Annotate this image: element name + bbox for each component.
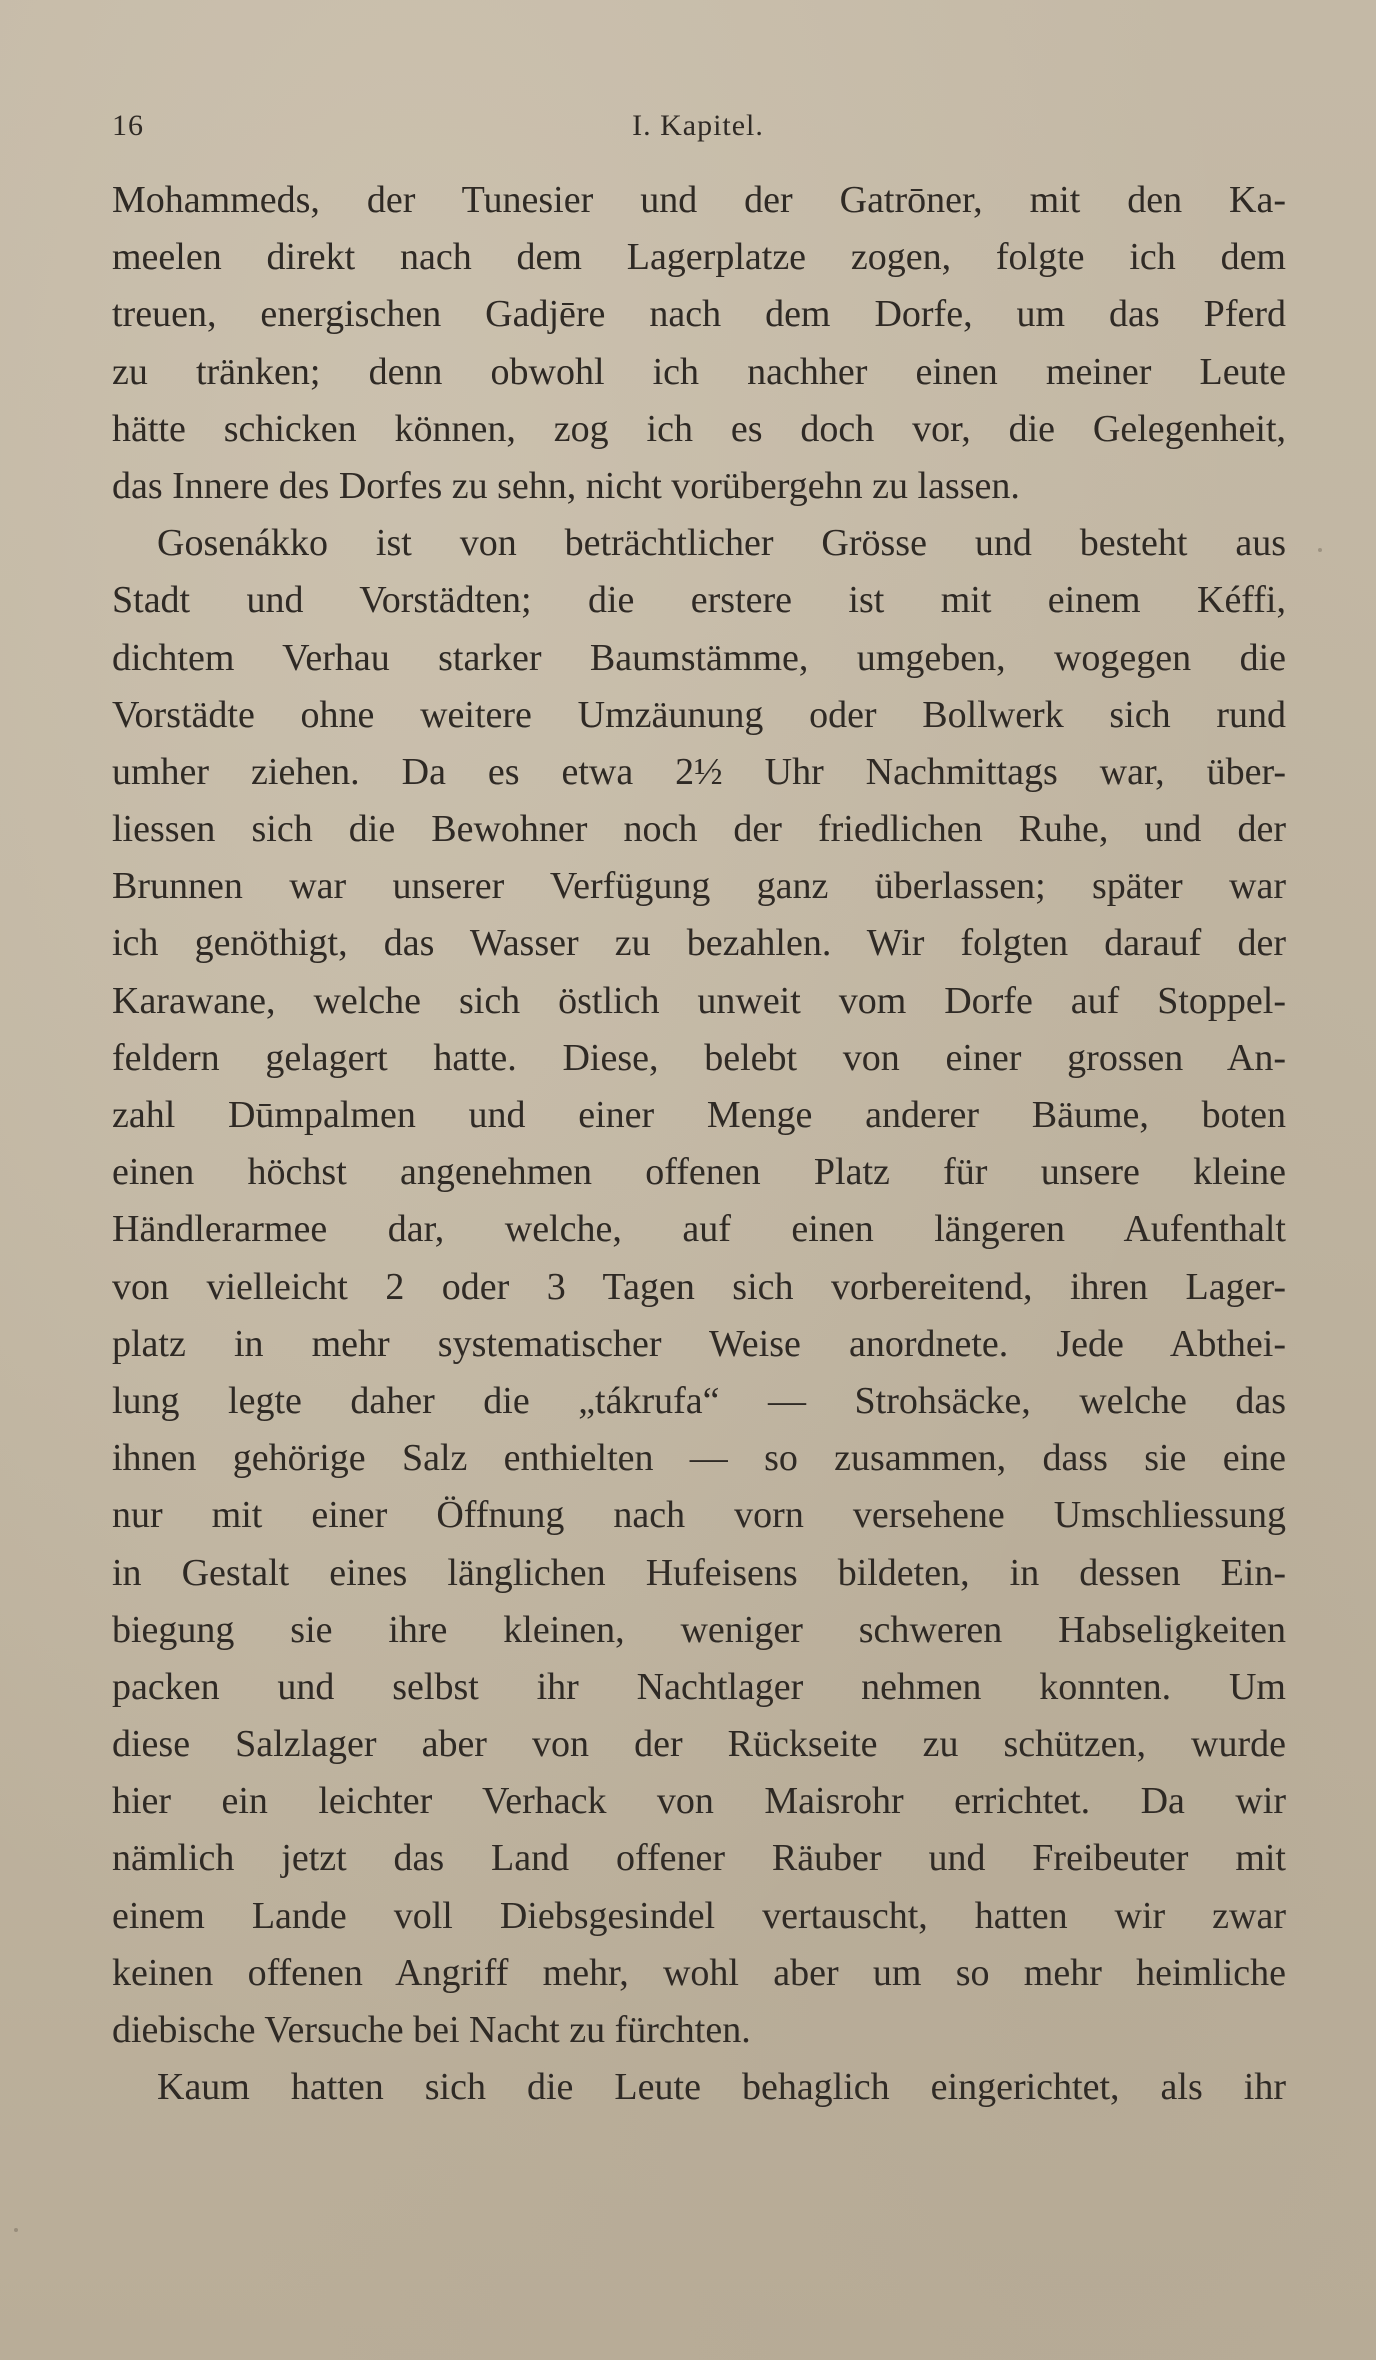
text-line: Händlerarmee dar, welche, auf einen längeren Aufenthalt — [112, 1208, 1286, 1251]
text-line: hier ein leichter Verhack von Maisrohr errichtet. Da wir — [112, 1780, 1286, 1823]
text-line: feldern gelagert hatte. Diese, belebt von einer grossen An- — [112, 1036, 1286, 1079]
page-number: 16 — [112, 109, 144, 142]
text-line: einen höchst angenehmen offenen Platz für unsere kleine — [112, 1151, 1286, 1194]
text-line: treuen, energischen Gadjēre nach dem Dorfe, um das Pferd — [112, 293, 1286, 336]
text-line: von vielleicht 2 oder 3 Tagen sich vorbereitend, ihren Lager- — [112, 1265, 1286, 1308]
text-line: nämlich jetzt das Land offener Räuber und Freibeuter mit — [112, 1837, 1286, 1880]
text-line: zu tränken; denn obwohl ich nachher einen meiner Leute — [112, 350, 1286, 393]
text-line: umher ziehen. Da es etwa 2½ Uhr Nachmittags war, über- — [112, 750, 1286, 793]
text-line: Karawane, welche sich östlich unweit vom Dorfe auf Stoppel- — [112, 979, 1286, 1022]
text-line: diebische Versuche bei Nacht zu fürchten. — [112, 2009, 751, 2051]
text-line: dichtem Verhau starker Baumstämme, umgeben, wogegen die — [112, 636, 1286, 679]
text-line: packen und selbst ihr Nachtlager nehmen konnten. Um — [112, 1665, 1286, 1708]
text-line: liessen sich die Bewohner noch der friedlichen Ruhe, und der — [112, 808, 1286, 851]
text-line: einem Lande voll Diebsgesindel vertauscht, hatten wir zwar — [112, 1894, 1286, 1937]
text-line: Vorstädte ohne weitere Umzäunung oder Bollwerk sich rund — [112, 693, 1286, 736]
paper-speck — [1318, 548, 1322, 552]
text-line: hätte schicken können, zog ich es doch vor, die Gelegenheit, — [112, 407, 1286, 450]
running-head: I. Kapitel. — [632, 109, 764, 142]
text-line: lung legte daher die „tákrufa“ — Strohsäcke, welche das — [112, 1379, 1286, 1422]
text-line: ihnen gehörige Salz enthielten — so zusammen, dass sie eine — [112, 1437, 1286, 1480]
text-line: Brunnen war unserer Verfügung ganz überlassen; später war — [112, 865, 1286, 908]
text-line: platz in mehr systematischer Weise anordnete. Jede Abthei- — [112, 1322, 1286, 1365]
text-line: Stadt und Vorstädten; die erstere ist mit einem Kéffi, — [112, 579, 1286, 622]
text-line: das Innere des Dorfes zu sehn, nicht vorübergehn zu lassen. — [112, 464, 1020, 507]
paragraph-start-line: Gosenákko ist von beträchtlicher Grösse und besteht aus — [157, 522, 1286, 565]
page-header — [112, 104, 1284, 148]
paragraph-start-line: Kaum hatten sich die Leute behaglich eingerichtet, als ihr — [157, 2066, 1286, 2109]
text-line: ich genöthigt, das Wasser zu bezahlen. Wir folgten darauf der — [112, 922, 1286, 965]
body-text — [112, 172, 1286, 2116]
text-line: biegung sie ihre kleinen, weniger schweren Habseligkeiten — [112, 1608, 1286, 1651]
text-line: zahl Dūmpalmen und einer Menge anderer Bäume, boten — [112, 1094, 1286, 1136]
text-line: keinen offenen Angriff mehr, wohl aber um so mehr heimliche — [112, 1951, 1286, 1994]
text-line: in Gestalt eines länglichen Hufeisens bildeten, in dessen Ein- — [112, 1551, 1286, 1594]
text-line: meelen direkt nach dem Lagerplatze zogen, folgte ich dem — [112, 236, 1286, 279]
text-line: diese Salzlager aber von der Rückseite zu schützen, wurde — [112, 1723, 1286, 1766]
text-line: Mohammeds, der Tunesier und der Gatrōner, mit den Ka- — [112, 179, 1286, 221]
paper-speck — [14, 2228, 18, 2232]
text-line: nur mit einer Öffnung nach vorn versehene Umschliessung — [112, 1494, 1286, 1537]
